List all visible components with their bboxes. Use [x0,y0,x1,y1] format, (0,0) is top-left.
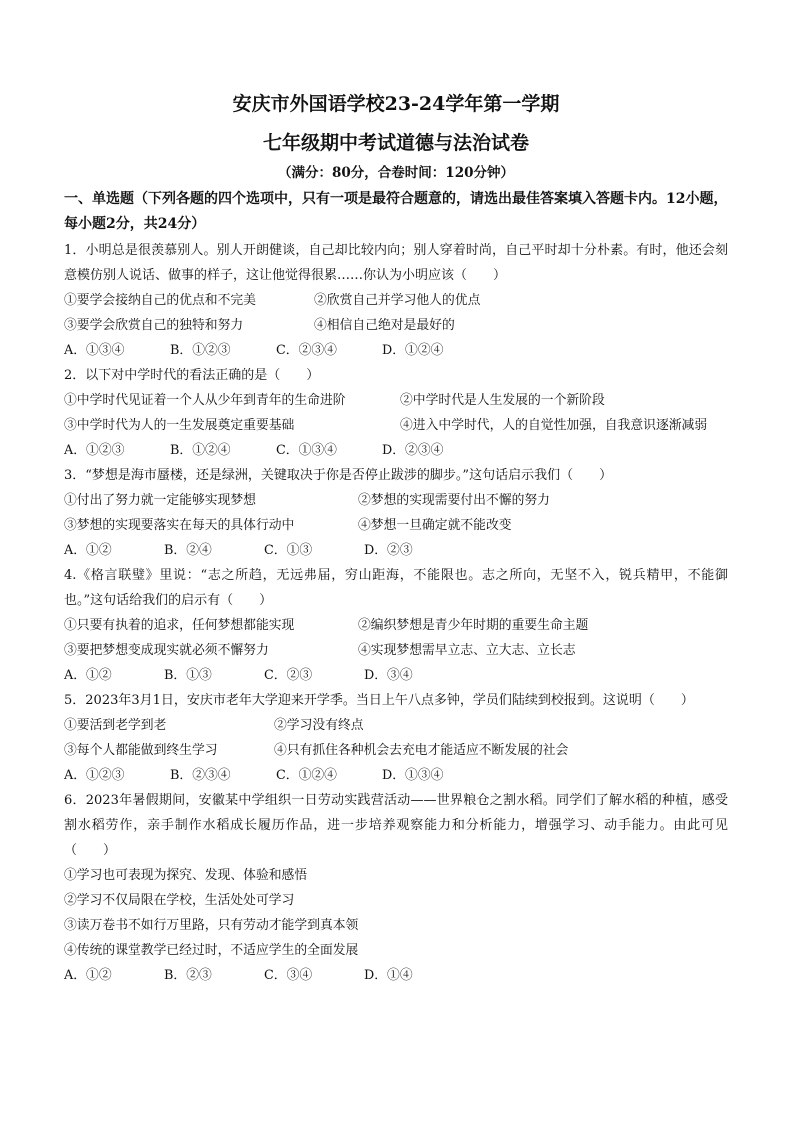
choice-d[interactable]: D．①④ [364,968,413,983]
question-6 [64,788,728,988]
question-stem: 5．2023年3月1日，安庆市老年大学迎来开学季。当日上午八点多钟，学员们陆续到校报到。这说明（ ） [64,693,694,708]
choice-d[interactable]: D．①③④ [382,768,444,783]
question-stem: 4.《格言联璧》里说：“志之所趋，无远弗届，穷山距海，不能限也。志之所向，无坚不入，锐兵精甲，不能御也。”这句话给我们的启示有（ ） [64,568,728,608]
statement-options [64,613,728,663]
choice-c[interactable]: C．①③④ [276,443,337,458]
statement-option: ①中学时代见证着一个人从少年到青年的生命进阶 [64,393,346,408]
exam-score-time: （满分：80分，合卷时间：120分钟） [278,165,514,181]
statement-option: ③中学时代为人的一生发展奠定重要基础 [64,418,295,433]
exam-school-title: 安庆市外国语学校23-24学年第一学期 [232,93,560,115]
statement-option: ④只有抓住各种机会去充电才能适应不断发展的社会 [274,743,569,758]
question-stem: 6．2023年暑假期间，安徽某中学组织一日劳动实践营活动——世界粮仓之割水稻。同学们了解水稻的种植，感受割水稻劳作，亲手制作水稻成长履历作品，进一步培养观察能力和分析能力，增强学习、动手能力。由此可见（ ） [64,793,728,858]
answer-choices [64,963,728,988]
statement-option: ①只要有执着的追求，任何梦想都能实现 [64,618,295,633]
choice-c[interactable]: C．①③ [264,543,313,558]
answer-choices [64,663,728,688]
question-3 [64,463,728,563]
choice-b[interactable]: B．①②③ [170,343,231,358]
choice-c[interactable]: C．②③④ [276,343,337,358]
statement-option: ②中学时代是人生发展的一个新阶段 [400,393,605,408]
statement-option: ①学习也可表现为探究、发现、体验和感悟 [64,868,308,883]
statement-option: ③梦想的实现要落实在每天的具体行动中 [64,518,295,533]
section-heading: 一、单选题（下列各题的四个选项中，只有一项是最符合题意的，请选出最佳答案填入答题卡内。12小题，每小题2分，共24分） [64,191,728,232]
statement-options [64,288,728,338]
choice-d[interactable]: D．②③ [364,543,413,558]
choice-a[interactable]: A．①② [64,968,112,983]
statement-option: ①付出了努力就一定能够实现梦想 [64,493,256,508]
choice-c[interactable]: C．①②④ [276,768,337,783]
statement-options [64,488,728,538]
question-stem: 2．以下对中学时代的看法正确的是（ ） [64,368,320,383]
question-1 [64,238,728,363]
choice-b[interactable]: B．②④ [164,543,212,558]
question-5 [64,688,728,788]
answer-choices [64,438,728,463]
answer-choices [64,338,728,363]
question-stem: 1．小明总是很羡慕别人。别人开朗健谈，自己却比较内向；别人穿着时尚，自己平时却十分朴素。有时，他还会刻意模仿别人说话、做事的样子，这让他觉得很累……你认为小明应该（ ） [64,243,728,283]
statement-option: ②欣赏自己并学习他人的优点 [314,293,481,308]
statement-option: ②梦想的实现需要付出不懈的努力 [358,493,550,508]
statement-option: ③要把梦想变成现实就必须不懈努力 [64,643,269,658]
choice-d[interactable]: D．①②④ [382,343,444,358]
choice-b[interactable]: B．①②④ [170,443,231,458]
choice-a[interactable]: A．①② [64,668,112,683]
choice-d[interactable]: D．②③④ [382,443,444,458]
statement-option: ③要学会欣赏自己的独特和努力 [64,318,244,333]
statement-option: ④实现梦想需早立志、立大志、立长志 [358,643,576,658]
statement-option: ③每个人都能做到终生学习 [64,743,218,758]
statement-options [64,388,728,438]
statement-option: ④传统的课堂教学已经过时，不适应学生的全面发展 [64,943,359,958]
statement-options [64,713,728,763]
statement-option: ③读万卷书不如行万里路，只有劳动才能学到真本领 [64,918,359,933]
statement-option: ②学习不仅局限在学校，生活处处可学习 [64,893,295,908]
choice-c[interactable]: C．②③ [264,668,313,683]
statement-option: ④梦想一旦确定就不能改变 [358,518,512,533]
choice-d[interactable]: D．③④ [364,668,413,683]
statement-options [64,863,728,963]
statement-option: ②编织梦想是青少年时期的重要生命主题 [358,618,589,633]
choice-a[interactable]: A．①②③ [64,443,125,458]
statement-option: ①要活到老学到老 [64,718,167,733]
choice-c[interactable]: C．③④ [264,968,313,983]
answer-choices [64,538,728,563]
choice-b[interactable]: B．②③④ [170,768,231,783]
choice-b[interactable]: B．①③ [164,668,212,683]
question-stem: 3．“梦想是海市蜃楼，还是绿洲，关键取决于你是否停止跋涉的脚步。”这句话启示我们（ ） [64,468,613,483]
exam-subject-title: 七年级期中考试道德与法治试卷 [262,132,529,154]
choice-a[interactable]: A．①② [64,543,112,558]
choice-a[interactable]: A．①②③ [64,768,125,783]
statement-option: ④相信自己绝对是最好的 [314,318,455,333]
choice-a[interactable]: A．①③④ [64,343,125,358]
question-2 [64,363,728,463]
choice-b[interactable]: B．②③ [164,968,212,983]
statement-option: ①要学会接纳自己的优点和不完美 [64,293,256,308]
question-4 [64,563,728,688]
statement-option: ②学习没有终点 [274,718,364,733]
statement-option: ④进入中学时代，人的自觉性加强，自我意识逐渐减弱 [400,418,708,433]
answer-choices [64,763,728,788]
